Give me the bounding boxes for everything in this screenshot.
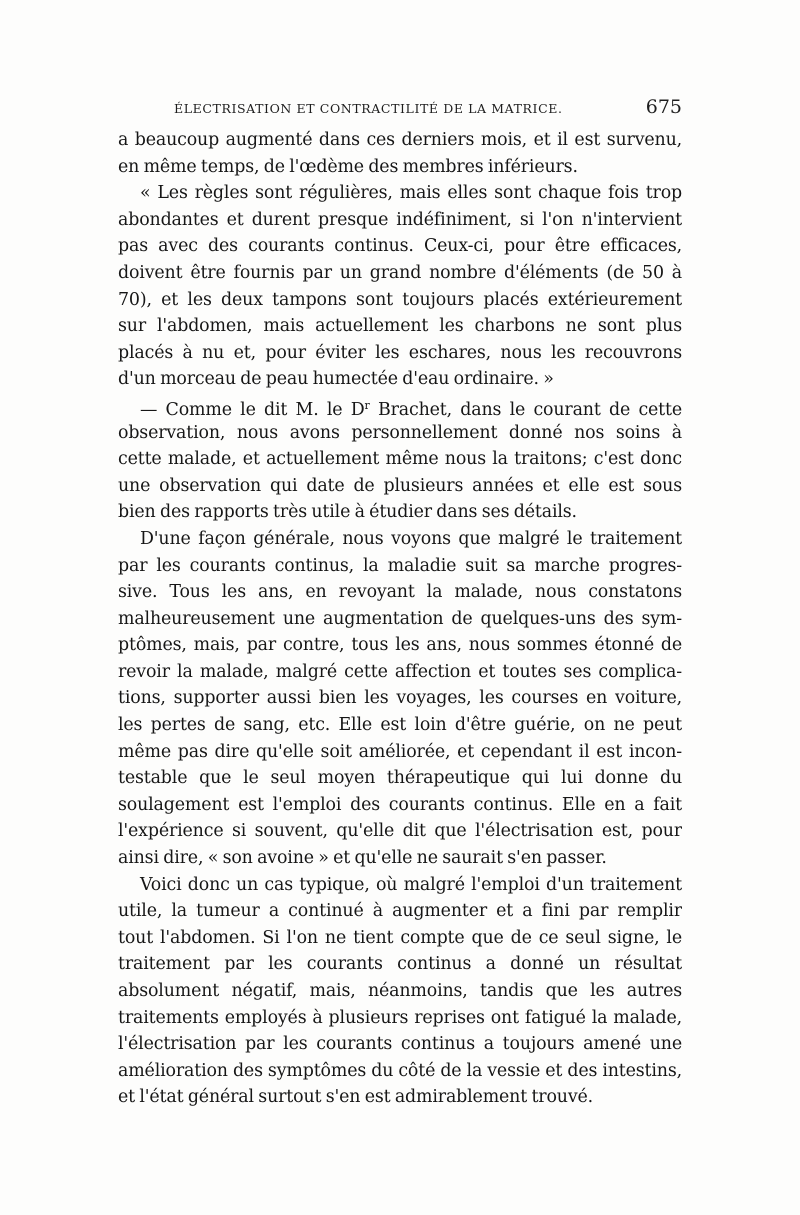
line-text: même pas dire qu'elle soit améliorée, et cependant il est incon- — [118, 741, 682, 762]
text-line — [118, 845, 682, 872]
line-text: testable que le seul moyen thérapeutique qui lui donne du — [118, 768, 682, 789]
line-text: soulagement est l'emploi des courants continus. Elle en a fait — [118, 794, 682, 815]
text-line — [118, 553, 682, 580]
line-text: pas avec des courants continus. Ceux-ci, pour être efficaces, — [118, 236, 682, 257]
text-line — [118, 685, 682, 712]
text-line — [118, 526, 682, 553]
line-text: ainsi dire, « son avoine » et qu'elle ne saurait s'en passer. — [118, 848, 607, 869]
line-text: utile, la tumeur a continué à augmenter et a fini par remplir — [118, 901, 682, 922]
line-text: 70), et les deux tampons sont toujours placés extérieurement — [118, 289, 682, 310]
line-text: cette malade, et actuellement même nous la traitons; c'est donc — [118, 449, 682, 470]
text-line — [118, 260, 682, 287]
text-line — [118, 446, 682, 473]
text-line — [118, 366, 682, 393]
text-line — [118, 313, 682, 340]
running-title: ÉLECTRISATION ET CONTRACTILITÉ DE LA MATRICE. — [174, 101, 563, 116]
text-line — [118, 154, 682, 181]
text-line — [118, 1084, 682, 1111]
line-text: et l'état général surtout s'en est admirablement trouvé. — [118, 1087, 594, 1108]
line-text: doivent être fournis par un grand nombre d'éléments (de 50 à — [118, 262, 682, 283]
line-text: a beaucoup augmenté dans ces derniers mois, et il est survenu, — [118, 130, 682, 150]
text-line — [118, 207, 682, 234]
line-text: — Comme le dit M. le D — [140, 399, 365, 420]
page-header — [118, 96, 682, 122]
text-line — [118, 765, 682, 792]
line-text: malheureusement une augmentation de quelques-uns des sym- — [118, 608, 682, 629]
line-text: « Les règles sont régulières, mais elles sont chaque fois trop — [140, 183, 682, 204]
text-line — [118, 792, 682, 819]
line-text: sive. Tous les ans, en revoyant la malade, nous constatons — [118, 582, 682, 603]
line-text: sur l'abdomen, mais actuellement les charbons ne sont plus — [118, 316, 682, 337]
page-number: 675 — [645, 96, 682, 118]
line-text: traitements employés à plusieurs reprises ont fatigué la malade, — [118, 1007, 682, 1028]
text-line — [118, 473, 682, 500]
line-text: Voici donc un cas typique, où malgré l'emploi d'un traitement — [140, 874, 682, 895]
text-line — [118, 712, 682, 739]
body-text — [118, 127, 682, 1111]
text-line — [118, 606, 682, 633]
line-text: bien des rapports très utile à étudier dans ses détails. — [118, 502, 577, 523]
text-line — [118, 925, 682, 952]
line-text: les pertes de sang, etc. Elle est loin d'être guérie, on ne peut — [118, 715, 682, 736]
text-line — [118, 1058, 682, 1085]
line-text: par les courants continus, la maladie suit sa marche progres- — [118, 555, 682, 576]
line-text: absolument négatif, mais, néanmoins, tandis que les autres — [118, 981, 682, 1001]
line-text: observation, nous avons personnellement donné nos soins à — [118, 422, 682, 443]
line-text: D'une façon générale, nous voyons que malgré le traitement — [140, 528, 682, 549]
text-line — [118, 632, 682, 659]
line-text: revoir la malade, malgré cette affection et toutes ses complica- — [118, 661, 682, 682]
text-line — [118, 579, 682, 606]
line-text: tout l'abdomen. Si l'on ne tient compte que de ce seul signe, le — [118, 927, 682, 948]
line-text: l'électrisation par les courants continus a toujours amené une — [118, 1034, 682, 1055]
text-line — [118, 499, 682, 526]
line-text: abondantes et durent presque indéfiniment, si l'on n'intervient — [118, 209, 682, 230]
line-text: l'expérience si souvent, qu'elle dit que l'électrisation est, pour — [118, 821, 682, 842]
text-line — [118, 420, 682, 447]
text-line — [118, 739, 682, 766]
text-line — [118, 340, 682, 367]
text-line — [118, 393, 682, 420]
line-text: ptômes, mais, par contre, tous les ans, nous sommes étonné de — [118, 635, 682, 656]
line-text: traitement par les courants continus a donné un résultat — [118, 954, 682, 975]
text-line — [118, 659, 682, 686]
line-text-continued: Brachet, dans le courant de cette — [369, 399, 682, 420]
text-line — [118, 951, 682, 978]
text-line — [118, 978, 682, 1005]
line-text: une observation qui date de plusieurs années et elle est sous — [118, 475, 682, 496]
text-line — [118, 818, 682, 845]
text-line — [118, 287, 682, 314]
text-line — [118, 1005, 682, 1032]
text-line — [118, 180, 682, 207]
text-line — [118, 127, 682, 154]
line-text: en même temps, de l'œdème des membres inférieurs. — [118, 156, 578, 177]
line-text: tions, supporter aussi bien les voyages, les courses en voiture, — [118, 688, 682, 709]
text-line — [118, 898, 682, 925]
line-text: placés à nu et, pour éviter les eschares, nous les recouvrons — [118, 342, 682, 363]
line-text: d'un morceau de peau humectée d'eau ordinaire. » — [118, 369, 554, 390]
text-line — [118, 872, 682, 899]
superscript: r — [364, 398, 370, 412]
text-line — [118, 1031, 682, 1058]
text-line — [118, 233, 682, 260]
line-text: amélioration des symptômes du côté de la vessie et des intestins, — [118, 1060, 682, 1081]
